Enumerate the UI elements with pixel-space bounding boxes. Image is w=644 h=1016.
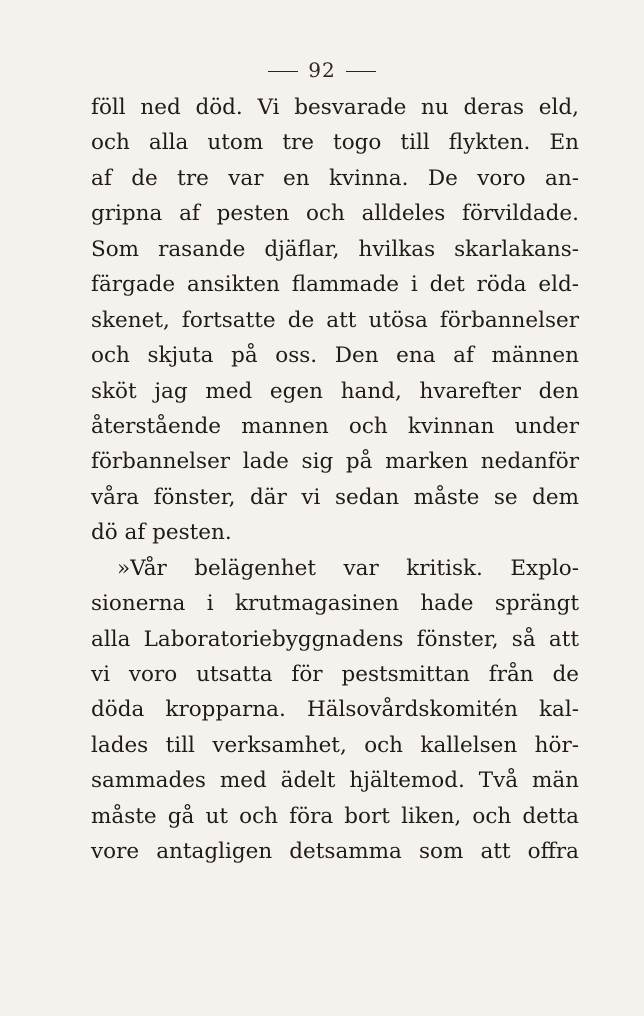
text-line: måste gå ut och föra bort liken, och detta [91,803,579,829]
text-line: sionerna i krutmagasinen hade sprängt [91,591,579,617]
text-line: föll ned död. Vi besvarade nu deras eld, [91,95,579,120]
text-line: döda kropparna. Hälsovårdskomitén kal- [91,697,579,723]
text-line: »Vår belägenhet var kritisk. Explo- [117,555,579,581]
text-line: skenet, fortsatte de att utösa förbannelser [91,307,579,333]
text-line: af de tre var en kvinna. De voro an- [91,165,579,191]
text-line: gripna af pesten och alldeles förvildade. [91,201,579,227]
text-line: återstående mannen och kvinnan under [91,413,579,439]
page-number: 92 [308,58,336,82]
text-line: färgade ansikten flammade i det röda eld- [91,272,579,298]
text-line: vore antagligen detsamma som att offra [91,839,579,865]
text-line: alla Laboratoriebyggnadens fönster, så att [91,626,579,652]
text-line: vi voro utsatta för pestsmittan från de [91,662,579,687]
text-line: förbannelser lade sig på marken nedanför [91,449,579,475]
header-dash-left [268,71,298,72]
text-line: och alla utom tre togo till flykten. En [91,130,579,156]
text-line: våra fönster, där vi sedan måste se dem [91,484,579,510]
text-line: Som rasande djäflar, hvilkas skarlakans- [91,236,579,262]
text-line: sammades med ädelt hjältemod. Två män [91,768,579,794]
text-line: sköt jag med egen hand, hvarefter den [91,378,579,404]
page-number-header [0,58,644,82]
header-dash-right [346,71,376,72]
text-line: lades till verksamhet, och kallelsen hör- [91,732,579,758]
body-text [91,90,579,870]
text-line: dö af pesten. [91,520,232,546]
text-line: och skjuta på oss. Den ena af männen [91,343,579,369]
